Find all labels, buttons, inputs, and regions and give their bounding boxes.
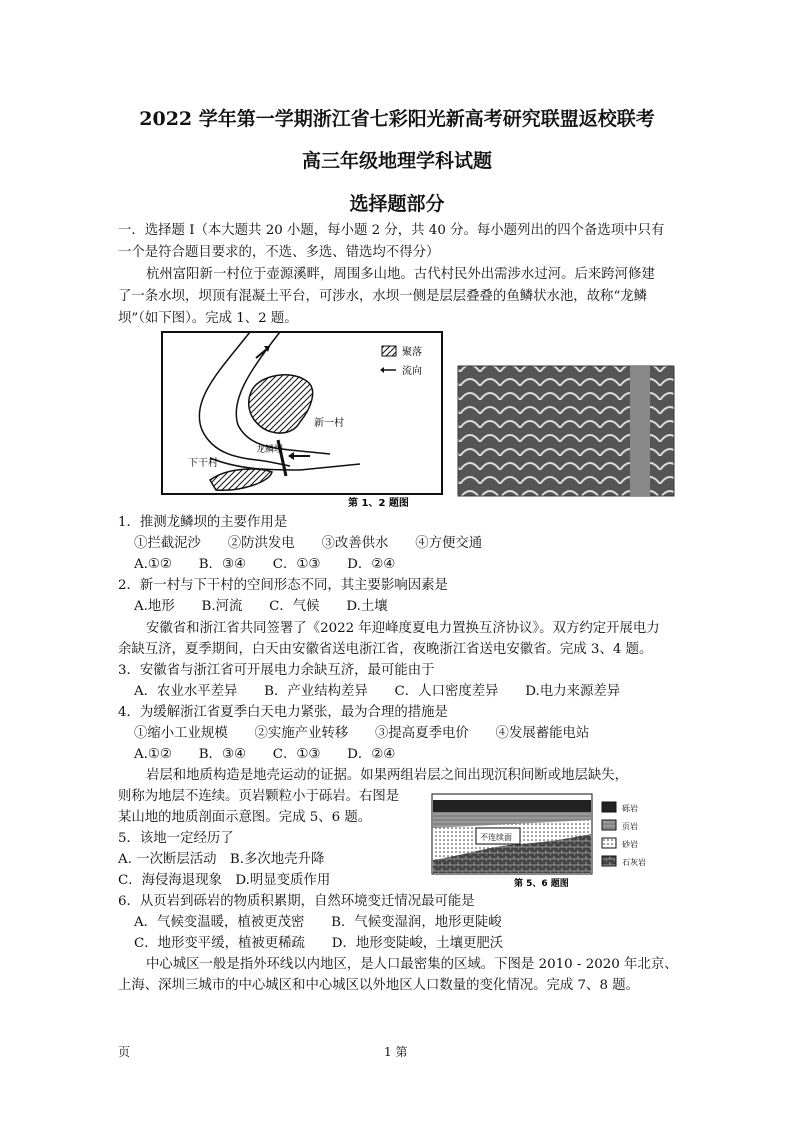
passage-line: 则称为地层不连续。页岩颗粒小于砾岩。右图是: [118, 789, 400, 804]
legend-flow-label: 流向: [402, 366, 422, 377]
intro-line: 一．选择题 I（本大题共 20 小题，每小题 2 分，共 40 分。每小题列出的四个备选项中只有: [118, 223, 665, 238]
legend-shale: 页岩: [622, 822, 638, 831]
question-stem: 2．新一村与下干村的空间形态不同，其主要影响因素是: [118, 578, 448, 593]
passage-line: 上海、深圳三城市的中心城区和中心城区以外地区人口数量的变化情况。完成 7、8 题。: [118, 978, 640, 993]
figure-1: [160, 330, 680, 512]
exam-subtitle: 高三年级地理学科试题: [301, 150, 492, 172]
question-stem: 4．为缓解浙江省夏季白天电力紧张，最为合理的措施是: [118, 705, 448, 720]
question-options: C．海侵海退现象 D.明显变质作用: [118, 873, 331, 888]
passage-line: 安徽省和浙江省共同签署了《2022 年迎峰度夏电力置换互济协议》。双方约定开展电力: [146, 621, 660, 636]
unconformity-label: 不连续面: [480, 833, 512, 842]
exam-title: 2022 学年第一学期浙江省七彩阳光新高考研究联盟返校联考: [139, 108, 655, 130]
question-stem: 1．推测龙鳞坝的主要作用是: [118, 515, 288, 530]
label-xinyi: 新一村: [314, 418, 344, 429]
passage-line: 中心城区一般是指外环线以内地区，是人口最密集的区域。下图是 2010 - 2020 年北京、: [146, 957, 678, 972]
passage-line: 了一条水坝，坝顶有混凝土平台，可涉水，水坝一侧是层层叠叠的鱼鳞状水池，故称“龙鳞: [118, 289, 648, 304]
passage-line: 杭州富阳新一村位于壶源溪畔，周围多山地。古代村民外出需涉水过河。后来跨河修建: [146, 267, 655, 282]
figure-1-caption: 第 1、2 题图: [348, 498, 409, 509]
question-stem: 5．该地一定经历了: [118, 831, 234, 846]
question-choices: A.①② B．③④ C．①③ D．②④: [134, 557, 396, 572]
passage-line: 余缺互济，夏季期间，白天由安徽省送电浙江省，夜晚浙江省送电安徽省。完成 3、4 题。: [118, 642, 653, 657]
question-options: ①拦截泥沙 ②防洪发电 ③改善供水 ④方便交通: [134, 536, 483, 551]
intro-line: 一个是符合题目要求的，不选、多选、错选均不得分）: [118, 245, 440, 260]
legend-settlement-label: 聚落: [402, 347, 422, 358]
label-dam: 龙鳞坝: [256, 445, 284, 455]
question-options: A．气候变温暖，植被更茂密 B．气候变湿润，地形更陡峻: [134, 915, 502, 930]
passage-line: 某山地的地质剖面示意图。完成 5、6 题。: [118, 810, 372, 825]
legend-sandstone: 砂岩: [622, 840, 638, 849]
question-options: ①缩小工业规模 ②实施产业转移 ③提高夏季电价 ④发展蓄能电站: [134, 726, 590, 741]
passage-line: 岩层和地质构造是地壳运动的证据。如果两组岩层之间出现沉积间断或地层缺失，: [146, 768, 629, 783]
footer-left: 页: [118, 1045, 131, 1059]
layer-conglomerate: [433, 800, 591, 812]
section-heading: 选择题部分: [349, 193, 445, 215]
passage-line: 坝”（如下图）。完成 1、2 题。: [118, 311, 298, 326]
footer-page: 1 第: [384, 1045, 408, 1059]
figure-2: [430, 790, 678, 890]
legend-conglomerate: 砾岩: [622, 804, 638, 813]
legend-limestone: 石灰岩: [622, 858, 646, 867]
question-stem: 6．从页岩到砾岩的物质积累期，自然环境变迁情况最可能是: [118, 894, 475, 909]
legend-settlement-swatch: [382, 346, 396, 356]
question-options: C．地形变平缓，植被更稀疏 D．地形变陡峻，土壤更肥沃: [134, 936, 504, 951]
label-xiagan: 下干村: [188, 458, 218, 469]
question-choices: A．农业水平差异 B．产业结构差异 C．人口密度差异 D.电力来源差异: [134, 684, 621, 699]
question-options: A. 一次断层活动 B.多次地壳升降: [118, 852, 325, 867]
question-choices: A.地形 B.河流 C．气候 D.土壤: [134, 599, 388, 614]
question-stem: 3．安徽省与浙江省可开展电力余缺互济，最可能由于: [118, 663, 435, 678]
figure-2-caption: 第 5、6 题图: [514, 879, 569, 889]
dam-photo-platform: [630, 366, 650, 496]
question-choices: A.①② B．③④ C．①③ D．②④: [134, 747, 396, 762]
